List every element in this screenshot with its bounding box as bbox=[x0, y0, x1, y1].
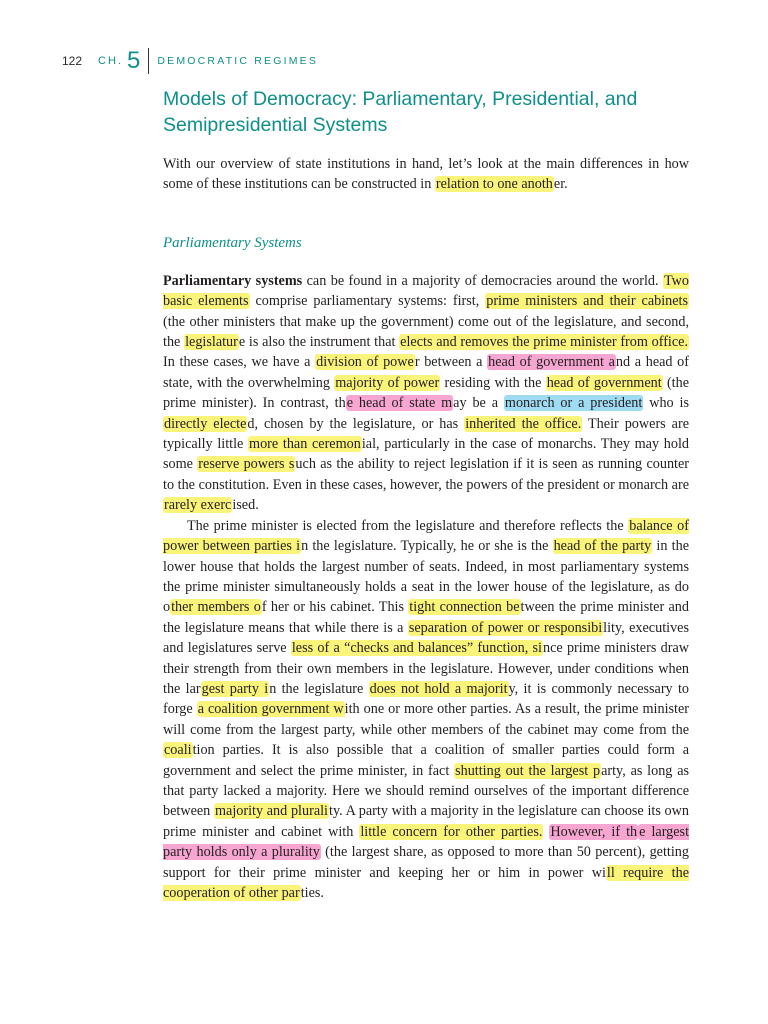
highlighted-text: e largest party holds only a plurality bbox=[163, 823, 690, 861]
highlighted-text: rarely exerc bbox=[164, 497, 232, 514]
highlighted-text: majority of power bbox=[335, 374, 440, 391]
subsection-title: Parliamentary Systems bbox=[163, 234, 302, 251]
highlighted-text: tight connection be bbox=[409, 599, 520, 616]
highlighted-text: directly electe bbox=[164, 415, 247, 432]
intro-paragraph bbox=[163, 154, 689, 195]
text-run: (the other ministers that make up the government) come out of the legislature, and second, the bbox=[163, 313, 689, 351]
text-run: y, it is commonly necessary to forge bbox=[163, 680, 689, 718]
text-run: e is also the instrument that bbox=[238, 334, 400, 351]
text-run: n the legislature. Typically, he or she is the bbox=[301, 538, 553, 555]
text-run: r between a bbox=[414, 354, 488, 371]
text-run: comprise parliamentary systems: first, bbox=[249, 293, 486, 310]
text-run: tion parties. It is also possible that a coalition of smaller parties could form a government and select the prime minister, in fact bbox=[163, 742, 689, 779]
text-run: f her or his cabinet. This bbox=[261, 599, 409, 616]
highlighted-text: more than ceremon bbox=[249, 436, 361, 453]
text-run: ised. bbox=[232, 497, 259, 514]
highlighted-text: a coalition government w bbox=[197, 701, 344, 718]
highlighted-text: majority and plurali bbox=[214, 803, 328, 820]
text-run: who is bbox=[643, 395, 689, 412]
text-run: ial, particularly in the case of monarchs. They may hold some bbox=[163, 436, 689, 473]
text-run: The prime minister is elected from the legislature and therefore reflects the bbox=[187, 517, 629, 534]
text-run: n the legislature bbox=[269, 680, 369, 697]
highlighted-text: gest party i bbox=[201, 680, 269, 697]
running-head bbox=[62, 48, 318, 74]
chapter-title: DEMOCRATIC REGIMES bbox=[157, 55, 319, 67]
text-run: ith one or more other parties. As a result, the prime minister will come from the largest party, while other members of the cabinet may come from the bbox=[163, 701, 689, 738]
text-run: nd a head of state, with the overwhelming bbox=[163, 354, 690, 391]
text-run: ty. A party with a majority in the legislature can choose its own prime minister and cabinet with bbox=[163, 803, 689, 840]
text-run: ay be a bbox=[453, 395, 504, 412]
highlighted-text: balance of power between parties i bbox=[163, 517, 689, 555]
text-run: arty, as long as that party lacked a majority. Here we should remind ourselves of the important difference between bbox=[163, 762, 690, 820]
highlighted-text: less of a “checks and balances” function, si bbox=[291, 640, 542, 657]
highlighted-text: coali bbox=[164, 742, 192, 759]
highlighted-text: legislatur bbox=[185, 334, 238, 351]
highlighted-text: does not hold a majorit bbox=[369, 680, 508, 697]
highlighted-text: head of the party bbox=[553, 538, 652, 555]
highlighted-text: reserve powers s bbox=[198, 456, 295, 473]
highlighted-text: monarch or a president bbox=[504, 395, 643, 412]
text-run: lity, executives and legislatures serve bbox=[163, 619, 689, 657]
text-run: (the prime minister). In contrast, th bbox=[163, 374, 690, 412]
body-text bbox=[163, 154, 689, 903]
highlighted-text: division of powe bbox=[316, 354, 414, 371]
text-run: ties. bbox=[300, 885, 324, 901]
highlighted-text: ther members o bbox=[171, 599, 261, 616]
header-divider bbox=[148, 48, 149, 74]
text-run: d, chosen by the legislature, or has bbox=[247, 415, 465, 432]
page-number: 122 bbox=[62, 54, 83, 68]
text-run: can be found in a majority of democracies around the world. bbox=[302, 272, 663, 289]
highlighted-text: e head of state m bbox=[346, 395, 453, 412]
text-run: residing with the bbox=[440, 374, 546, 391]
highlighted-text: little concern for other parties. bbox=[360, 823, 543, 840]
highlighted-text: elects and removes the prime minister from office. bbox=[400, 334, 689, 351]
text-run: In these cases, we have a bbox=[163, 354, 316, 371]
highlighted-text: Two basic elements bbox=[163, 272, 690, 310]
text-run: er. bbox=[553, 176, 568, 193]
text-run: in the lower house that holds the largest number of seats. Indeed, in most parliamentary systems the prime minister simultaneously holds a seat in the lower house of the legislature, as do o bbox=[163, 538, 689, 616]
text-run: tween the prime minister and the legislature means that while there is a bbox=[163, 599, 689, 636]
paragraph-1 bbox=[163, 271, 689, 516]
highlighted-text: head of government bbox=[546, 374, 662, 391]
highlighted-text: separation of power or responsibi bbox=[408, 619, 603, 636]
section-title: Models of Democracy: Parliamentary, Presidential, and Semipresidential Systems bbox=[163, 88, 638, 136]
highlighted-text: relation to one anoth bbox=[435, 176, 553, 193]
text-run: nce prime ministers draw their strength from their own members in the legislature. However, under conditions when the lar bbox=[163, 640, 689, 697]
text-run: Their powers are typically little bbox=[163, 415, 689, 453]
text-run: (the largest share, as opposed to more than 50 percent), getting support for their prime minister and keeping her or him in power wi bbox=[163, 844, 689, 881]
highlighted-text: prime ministers and their cabinets bbox=[486, 293, 689, 310]
chapter-label: CH. bbox=[98, 55, 123, 67]
paragraph-2 bbox=[163, 516, 689, 904]
highlighted-text: ll require the cooperation of other par bbox=[163, 864, 690, 901]
highlighted-text: inherited the office. bbox=[465, 415, 582, 432]
text-run: uch as the ability to reject legislation if it is seen as running counter to the constitution. Even in these cases, however, the powers of the president or monarch are bbox=[163, 456, 690, 493]
highlighted-text: head of government a bbox=[488, 354, 615, 371]
chapter-number: 5 bbox=[126, 47, 141, 74]
text-run: With our overview of state institutions in hand, let’s look at the main differences in how some of these institutions can be constructed in bbox=[163, 156, 689, 193]
highlighted-text: shutting out the largest p bbox=[455, 762, 601, 779]
bold-term: Parliamentary systems bbox=[163, 272, 303, 289]
highlighted-text: However, if th bbox=[550, 823, 638, 840]
